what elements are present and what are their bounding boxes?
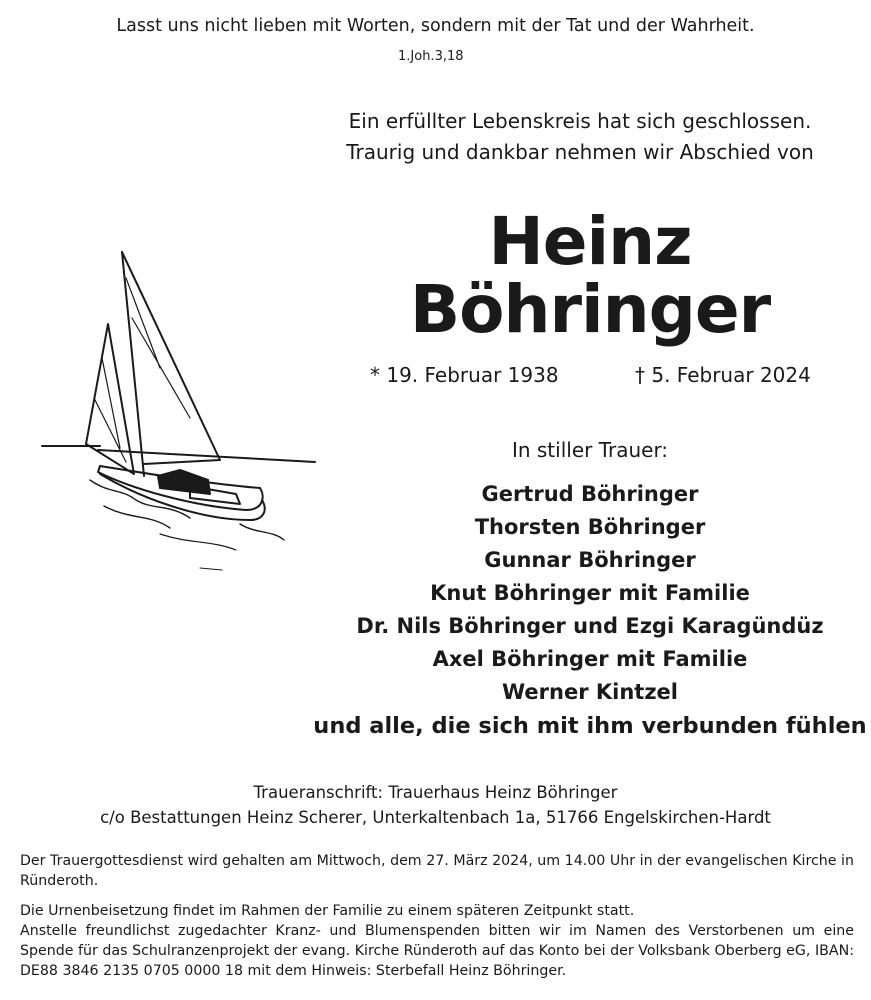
mourning-address	[0, 780, 871, 830]
address-line-2: c/o Bestattungen Heinz Scherer, Unterkaltenbach 1a, 51766 Engelskirchen-Hardt	[100, 808, 771, 827]
address-line-1: Traueranschrift: Trauerhaus Heinz Böhringer	[253, 783, 618, 802]
mourner-name: Knut Böhringer mit Familie	[430, 581, 750, 605]
mourner-name: Thorsten Böhringer	[474, 515, 706, 539]
intro-line-2: Traurig und dankbar nehmen wir Abschied von	[346, 140, 814, 164]
mourner-name: Werner Kintzel	[502, 680, 678, 704]
mourner-closing-line: und alle, die sich mit ihm verbunden fühlen	[313, 713, 867, 739]
verse-reference: 1.Joh.3,18	[398, 49, 464, 64]
mourner-name: Gertrud Böhringer	[481, 482, 699, 506]
mourner-name: Gunnar Böhringer	[484, 548, 696, 572]
deceased-first-name: Heinz	[488, 203, 692, 280]
deceased-last-name: Böhringer	[409, 271, 771, 348]
intro-text	[300, 106, 860, 168]
mourner-list	[300, 478, 871, 744]
bible-verse: Lasst uns nicht lieben mit Worten, sondern mit der Tat und der Wahrheit.	[116, 16, 755, 36]
intro-line-1: Ein erfüllter Lebenskreis hat sich geschlossen.	[348, 109, 812, 133]
mourner-name: Dr. Nils Böhringer und Ezgi Karagündüz	[356, 614, 824, 638]
death-date: † 5. Februar 2024	[635, 363, 811, 387]
urn-burial-notice: Die Urnenbeisetzung findet im Rahmen der Familie zu einem späteren Zeitpunkt statt.	[20, 903, 635, 919]
mourning-heading: In stiller Trauer:	[511, 438, 669, 462]
funeral-service-notice: Der Trauergottesdienst wird gehalten am Mittwoch, dem 27. März 2024, um 14.00 Uhr in der evangelischen Kirche in Ründeroth.	[20, 853, 854, 889]
sailboat-icon	[40, 248, 320, 578]
mourner-name: Axel Böhringer mit Familie	[432, 647, 748, 671]
birth-date: * 19. Februar 1938	[370, 363, 559, 387]
donation-notice: Anstelle freundlichst zugedachter Kranz- und Blumenspenden bitten wir im Namen des Verstorbenen um eine Spende für das Schulranzenprojekt der evang. Kirche Ründeroth auf das Konto bei der Volksbank Oberberg eG, IBAN: DE88 3846 2135 0705 0000 18 mit dem Hinweis: Sterbefall Heinz Böhringer.	[20, 923, 854, 979]
